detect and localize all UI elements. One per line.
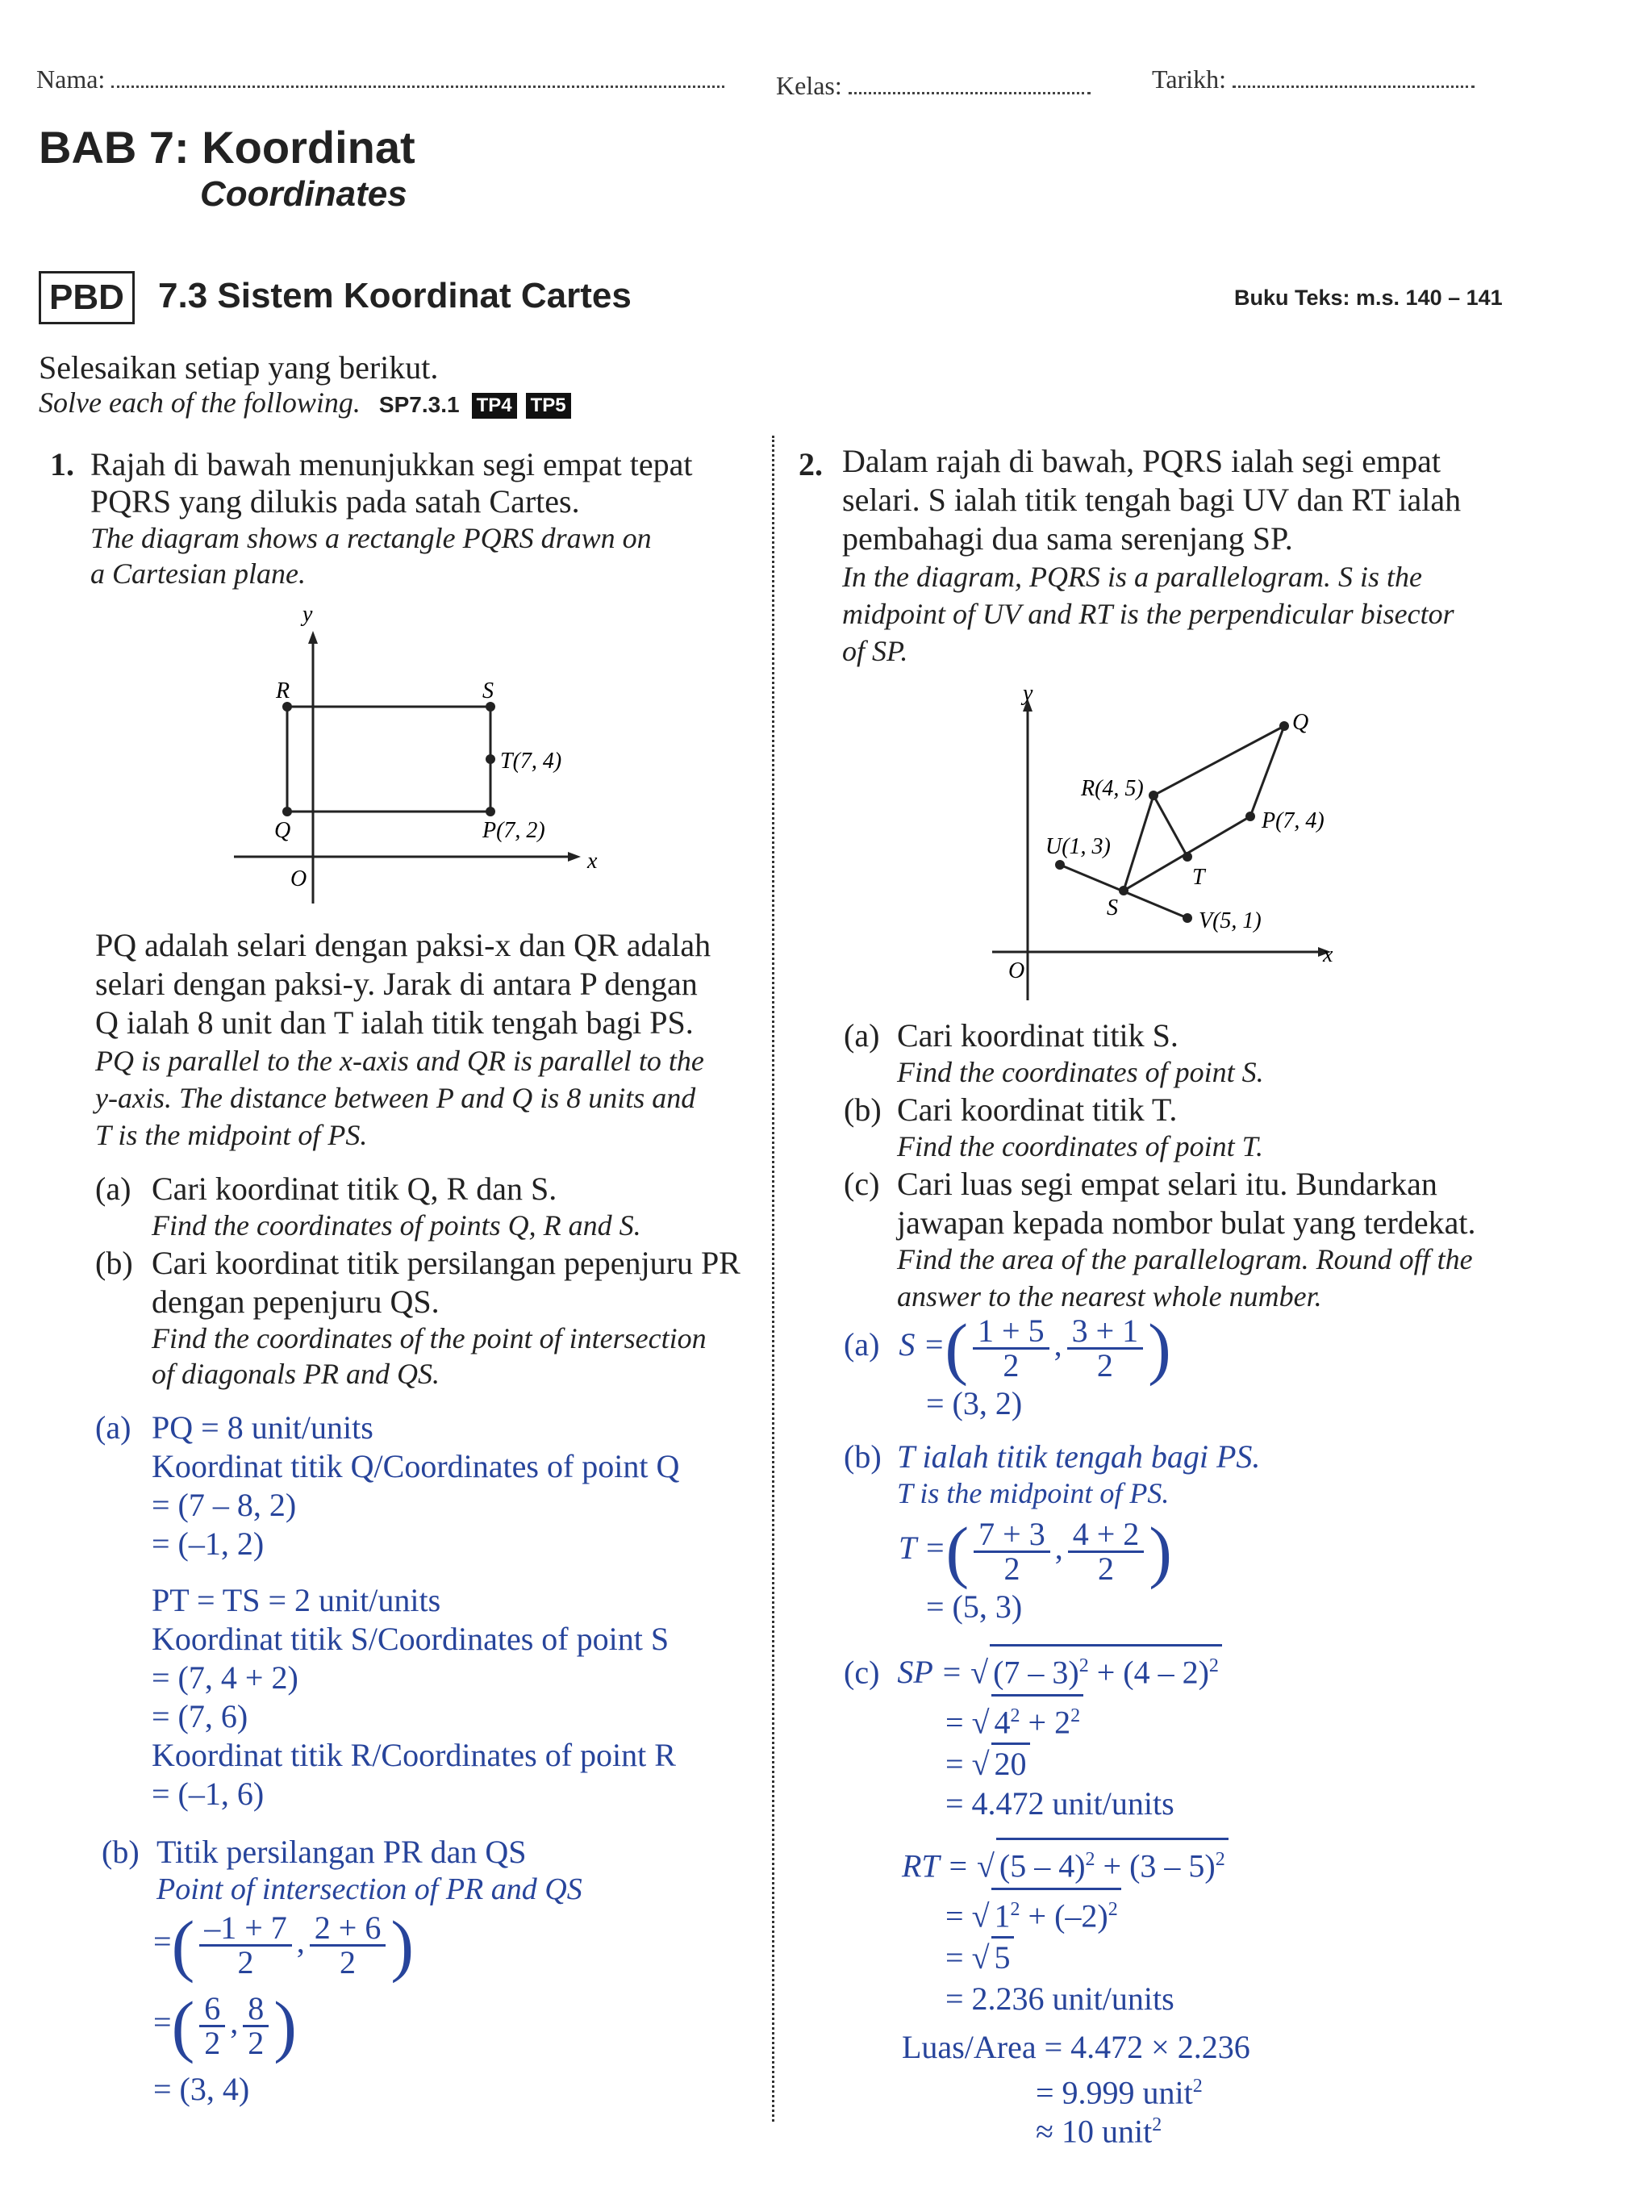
q2-ans-c-label: (c) (844, 1654, 880, 1691)
q1-y-label: y (302, 602, 313, 627)
q1-b-english-2: of diagonals PR and QS. (152, 1358, 440, 1390)
q1-number: 1. (50, 446, 74, 482)
q2-ans-c-rt-line-2: = √ $1^2 + (-2)^2$ (945, 1888, 1121, 1935)
q2-a-label: (a) (844, 1017, 880, 1054)
column-divider (772, 436, 774, 2122)
instruction-english: Solve each of the following. (39, 386, 361, 419)
q1-s-label: S (482, 678, 494, 703)
q1-rectangle-diagram (226, 597, 613, 912)
q2-number: 2. (799, 446, 823, 482)
q2-c-malay-1: Cari luas segi empat selari itu. Bundarkan (897, 1166, 1437, 1202)
q1-ans-a-line-6: Koordinat titik S/Coordinates of point S (152, 1621, 670, 1657)
q1-point-q (282, 807, 292, 816)
chapter-subtitle: Coordinates (200, 174, 407, 214)
q2-ans-b-line-2: T is the midpoint of PS. (897, 1477, 1170, 1509)
q1-ans-a-line-8: = (7, 6) (152, 1698, 248, 1734)
q1-info-english-2: y-axis. The distance between P and Q is 8 units and (95, 1082, 696, 1114)
q1-ans-b-label: (b) (102, 1834, 140, 1870)
q2-english-2: midpoint of UV and RT is the perpendicular bisector (842, 598, 1454, 630)
standard-code: SP7.3.1 (378, 392, 460, 417)
q1-p-label: P(7, 2) (482, 818, 545, 843)
q2-ans-a-fraction: (a) S =( $\frac{1 + 5}{2}$ , $\frac{3 + 1}{2}$ ) (844, 1309, 1171, 1387)
nama-field (36, 65, 724, 94)
q2-ans-b-fraction: T =( $\frac{7 + 3}{2}$ , $\frac{4 + 2}{2}$ ) (899, 1513, 1172, 1590)
q2-point-q (1279, 721, 1289, 731)
q2-ans-b-lhs: T = (899, 1530, 946, 1567)
q2-c-label: (c) (844, 1166, 880, 1202)
q2-u-label: U(1, 3) (1045, 834, 1111, 859)
q1-point-t (486, 754, 495, 764)
q2-b-label: (b) (844, 1091, 882, 1128)
q2-ans-c-sp-line-2: = √ $4^2 + 2^2$ (945, 1694, 1083, 1742)
kelas-blank (849, 92, 1091, 94)
equals-sign: = (153, 1923, 172, 1960)
q2-ans-c-sp-line-3: = √ 20 (945, 1742, 1030, 1784)
q1-a-label: (a) (95, 1171, 131, 1207)
instruction-english-row (39, 386, 571, 419)
q1-malay-2: PQRS yang dilukis pada satah Cartes. (90, 483, 580, 520)
q2-parallelogram-diagram (976, 678, 1355, 1000)
q2-ans-c-rt-line-3: = √ 5 (945, 1936, 1014, 1977)
q1-malay-1: Rajah di bawah menunjukkan segi empat tepat (90, 446, 693, 482)
q1-x-arrow (568, 852, 581, 862)
q2-point-s (1119, 886, 1128, 895)
q2-ans-c-area-line-2: = 9.999 unit$^2$ (1036, 2074, 1203, 2111)
q2-segment-rt (1153, 795, 1187, 857)
q2-malay-2: selari. S ialah titik tengah bagi UV dan RT ialah (842, 482, 1462, 518)
q1-ans-a-line-10: = (–1, 6) (152, 1776, 265, 1812)
q2-ans-a-result: = (3, 2) (926, 1385, 1023, 1421)
q2-ans-b-label: (b) (844, 1438, 882, 1475)
q1-ans-b-fraction-2: =( $\frac{6}{2}$ , $\frac{8}{2}$ ) (153, 1987, 297, 2064)
q2-point-r (1149, 791, 1158, 800)
q1-ans-a-line-3: = (7 – 8, 2) (152, 1487, 297, 1523)
q2-malay-1: Dalam rajah di bawah, PQRS ialah segi empat (842, 443, 1441, 479)
q2-ans-b-line-1: T ialah titik tengah bagi PS. (897, 1438, 1261, 1475)
q1-info-english-3: T is the midpoint of PS. (95, 1119, 368, 1151)
section-title: 7.3 Sistem Koordinat Cartes (158, 276, 632, 315)
kelas-label: Kelas: (776, 71, 842, 100)
q1-ans-a-line-2: Koordinat titik Q/Coordinates of point Q (152, 1448, 680, 1484)
q2-malay-3: pembahagi dua sama serenjang SP. (842, 520, 1293, 557)
q2-point-u (1055, 860, 1065, 870)
equals-sign: = (153, 2004, 172, 2041)
q2-ans-c-rt-line-4: = 2.236 unit/units (945, 1980, 1174, 2017)
q2-t-label: T (1192, 865, 1205, 890)
q2-c-english-2: answer to the nearest whole number. (897, 1280, 1322, 1313)
q1-ans-a-label: (a) (95, 1409, 131, 1446)
q1-info-malay-1: PQ adalah selari dengan paksi-x dan QR adalah (95, 927, 711, 963)
q1-x-label: x (587, 849, 598, 874)
q1-info-english-1: PQ is parallel to the x-axis and QR is parallel to the (95, 1045, 704, 1077)
tarikh-field (1152, 65, 1475, 94)
q2-point-v (1183, 913, 1192, 923)
q1-ans-a-line-1: PQ = 8 unit/units (152, 1409, 373, 1446)
q1-ans-b-line-2: Point of intersection of PR and QS (156, 1872, 582, 1906)
q2-point-t (1183, 852, 1192, 862)
q1-ans-b-result: = (3, 4) (153, 2071, 250, 2107)
q2-r-label: R(4, 5) (1081, 776, 1144, 801)
q2-ans-a-label: (a) (844, 1326, 880, 1363)
q2-english-3: of SP. (842, 635, 908, 667)
q1-q-label: Q (274, 818, 291, 843)
q1-info-malay-3: Q ialah 8 unit dan T ialah titik tengah bagi PS. (95, 1004, 694, 1041)
q2-s-label: S (1107, 895, 1118, 920)
q2-ans-b-result: = (5, 3) (926, 1588, 1023, 1625)
chapter-title: BAB 7: Koordinat (39, 122, 415, 173)
q1-info-malay-2: selari dengan paksi-y. Jarak di antara P dengan (95, 966, 698, 1002)
q2-q-label: Q (1292, 710, 1309, 735)
q1-english-1: The diagram shows a rectangle PQRS drawn on (90, 522, 652, 554)
kelas-field (776, 71, 1091, 101)
q1-ans-a-line-4: = (–1, 2) (152, 1525, 265, 1562)
q1-english-2: a Cartesian plane. (90, 557, 306, 590)
q2-origin-label: O (1008, 958, 1025, 983)
q2-b-malay: Cari koordinat titik T. (897, 1091, 1178, 1128)
q1-ans-a-line-9: Koordinat titik R/Coordinates of point R (152, 1737, 676, 1773)
pbd-badge: PBD (39, 271, 135, 324)
q2-ans-c-rt-line-1: RT = √ (5 – 4)$^2$ + (3 – 5)$^2$ (902, 1838, 1229, 1885)
q2-ans-a-lhs: S = (899, 1326, 945, 1363)
q1-point-p (486, 807, 495, 816)
q1-rectangle-pqrs (287, 707, 490, 812)
q2-point-p (1245, 812, 1255, 821)
q1-b-english-1: Find the coordinates of the point of intersection (152, 1322, 707, 1354)
q1-t-label: T(7, 4) (500, 749, 562, 774)
nama-label: Nama: (36, 65, 106, 94)
q2-ans-c-area-line-1: Luas/Area = 4.472 × 2.236 (902, 2029, 1250, 2065)
q2-ans-c-area-line-3: ≈ 10 unit$^2$ (1036, 2113, 1162, 2150)
q1-ans-a-line-7: = (7, 4 + 2) (152, 1659, 298, 1696)
q1-a-english: Find the coordinates of points Q, R and S. (152, 1209, 641, 1242)
q1-origin-label: O (290, 866, 307, 891)
q1-ans-b-line-1: Titik persilangan PR dan QS (156, 1834, 527, 1870)
q2-p-label: P(7, 4) (1262, 808, 1325, 833)
q2-english-1: In the diagram, PQRS is a parallelogram. S is the (842, 561, 1422, 593)
q2-ans-c-sp-line-4: = 4.472 unit/units (945, 1785, 1174, 1822)
q2-a-english: Find the coordinates of point S. (897, 1056, 1264, 1088)
q2-v-label: V(5, 1) (1199, 908, 1262, 933)
q2-b-english: Find the coordinates of point T. (897, 1130, 1263, 1162)
q1-a-malay: Cari koordinat titik Q, R dan S. (152, 1171, 557, 1207)
tarikh-label: Tarikh: (1152, 65, 1226, 94)
q2-c-english-1: Find the area of the parallelogram. Round off the (897, 1243, 1473, 1275)
tp5-tag: TP5 (526, 393, 571, 419)
instruction-malay: Selesaikan setiap yang berikut. (39, 349, 439, 386)
q2-y-label: y (1023, 681, 1033, 706)
q1-r-label: R (276, 678, 290, 703)
tp4-tag: TP4 (472, 393, 517, 419)
q1-ans-b-fraction-1: =( $\frac{-1 + 7}{2}$ , $\frac{2 + 6}{2}$ ) (153, 1906, 414, 1984)
q2-x-label: x (1323, 942, 1333, 967)
q1-ans-a-line-5: PT = TS = 2 unit/units (152, 1582, 441, 1618)
q2-ans-c-sp-line-1: (c) SP = √ (7 – 3)$^2$ + (4 – 2)$^2$ (844, 1644, 1222, 1692)
q2-a-malay: Cari koordinat titik S. (897, 1017, 1179, 1054)
q1-b-label: (b) (95, 1245, 133, 1281)
textbook-ref: Buku Teks: m.s. 140 – 141 (1234, 286, 1503, 310)
nama-blank (111, 86, 724, 88)
q1-b-malay-1: Cari koordinat titik persilangan pepenjuru PR (152, 1245, 740, 1281)
tarikh-blank (1233, 86, 1475, 88)
q2-c-malay-2: jawapan kepada nombor bulat yang terdekat. (897, 1204, 1476, 1241)
q1-b-malay-2: dengan pepenjuru QS. (152, 1283, 440, 1320)
q1-y-arrow (308, 631, 318, 644)
